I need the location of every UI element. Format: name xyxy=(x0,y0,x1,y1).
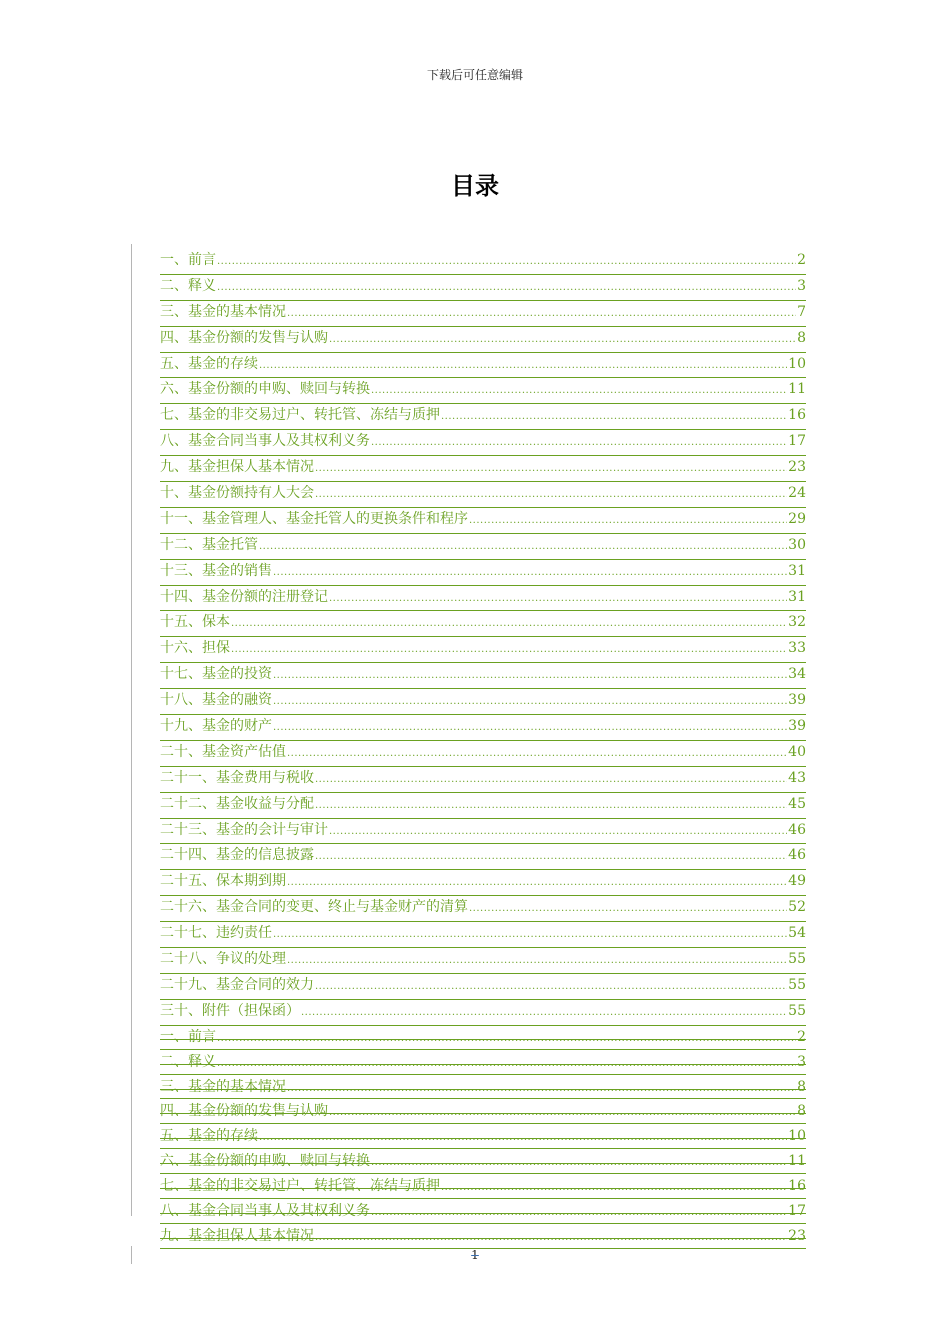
toc-entry[interactable] xyxy=(160,793,806,819)
toc-leader-dots xyxy=(217,277,796,299)
toc-entry[interactable] xyxy=(160,275,806,301)
toc-entry-deleted[interactable] xyxy=(160,1150,806,1175)
toc-leader-dots xyxy=(287,303,796,325)
toc-leader-dots xyxy=(371,1202,787,1224)
toc-leader-dots xyxy=(301,1002,787,1024)
toc-entry[interactable] xyxy=(160,482,806,508)
toc-entry-label: 八、基金合同当事人及其权利义务 xyxy=(160,1202,370,1219)
page-title: 目录 xyxy=(451,172,499,200)
toc-entry-label: 十五、保本 xyxy=(160,614,230,631)
toc-entry-page: 8 xyxy=(797,329,806,346)
toc-entry-page: 17 xyxy=(788,433,806,450)
toc-entry[interactable] xyxy=(160,560,806,586)
toc-entry[interactable] xyxy=(160,301,806,327)
toc-entry-page: 29 xyxy=(788,510,806,527)
toc-entry[interactable] xyxy=(160,586,806,612)
toc-entry-label: 十六、担保 xyxy=(160,640,230,657)
toc-leader-dots xyxy=(217,1028,796,1050)
toc-leader-dots xyxy=(469,510,787,532)
toc-entry-label: 一、前言 xyxy=(160,1028,216,1045)
toc-entry-label: 七、基金的非交易过户、转托管、冻结与质押 xyxy=(160,1178,440,1195)
toc-entry-label: 二十四、基金的信息披露 xyxy=(160,847,314,864)
toc-leader-dots xyxy=(273,924,787,946)
toc-entry-page: 39 xyxy=(788,718,806,735)
toc-entry-label: 三、基金的基本情况 xyxy=(160,303,286,320)
toc-entry-label: 四、基金份额的发售与认购 xyxy=(160,1103,328,1120)
toc-entry[interactable] xyxy=(160,844,806,870)
toc-entry-page: 2 xyxy=(797,1028,806,1045)
toc-entry-page: 8 xyxy=(797,1103,806,1120)
toc-entry-label: 三十、附件（担保函） xyxy=(160,1002,300,1019)
page-number: 1 xyxy=(471,1248,479,1262)
toc-entry-deleted[interactable] xyxy=(160,1026,806,1051)
toc-entry-deleted[interactable] xyxy=(160,1076,806,1101)
toc-leader-dots xyxy=(315,769,787,791)
toc-leader-dots xyxy=(231,613,787,635)
toc-entry-label: 十二、基金托管 xyxy=(160,536,258,553)
toc-entry-label: 六、基金份额的申购、赎回与转换 xyxy=(160,381,370,398)
toc-entry-page: 33 xyxy=(788,640,806,657)
toc-entry-label: 十、基金份额持有人大会 xyxy=(160,485,314,502)
toc-entry-page: 46 xyxy=(788,847,806,864)
toc-entry-label: 四、基金份额的发售与认购 xyxy=(160,329,328,346)
toc-entry-page: 16 xyxy=(788,1178,806,1195)
toc-entry[interactable] xyxy=(160,922,806,948)
toc-entry-label: 七、基金的非交易过户、转托管、冻结与质押 xyxy=(160,407,440,424)
toc-entry[interactable] xyxy=(160,327,806,353)
toc-entry[interactable] xyxy=(160,689,806,715)
header-note: 下载后可任意编辑 xyxy=(426,68,523,82)
toc-entry-label: 二、释义 xyxy=(160,277,216,294)
toc-leader-dots xyxy=(329,329,796,351)
table-of-contents xyxy=(160,249,806,1250)
toc-entry-page: 7 xyxy=(797,303,806,320)
toc-entry-label: 五、基金的存续 xyxy=(160,1128,258,1145)
toc-entry-label: 二十八、争议的处理 xyxy=(160,951,286,968)
toc-entry[interactable] xyxy=(160,870,806,896)
toc-entry-page: 45 xyxy=(788,795,806,812)
toc-entry[interactable] xyxy=(160,896,806,922)
toc-entry[interactable] xyxy=(160,948,806,974)
toc-leader-dots xyxy=(329,588,787,610)
toc-entry[interactable] xyxy=(160,534,806,560)
toc-entry-label: 六、基金份额的申购、赎回与转换 xyxy=(160,1153,370,1170)
toc-entry-page: 55 xyxy=(788,951,806,968)
toc-entry-page: 23 xyxy=(788,1227,806,1244)
toc-entry-page: 31 xyxy=(788,588,806,605)
toc-leader-dots xyxy=(259,355,787,377)
toc-entry[interactable] xyxy=(160,378,806,404)
toc-entry-label: 一、前言 xyxy=(160,252,216,268)
toc-entry[interactable] xyxy=(160,456,806,482)
toc-entry-page: 46 xyxy=(788,821,806,838)
toc-entry-page: 34 xyxy=(788,666,806,683)
toc-entry[interactable] xyxy=(160,819,806,845)
toc-entry-label: 八、基金合同当事人及其权利义务 xyxy=(160,433,370,450)
toc-entry-page: 2 xyxy=(797,252,806,268)
toc-entry-deleted[interactable] xyxy=(160,1051,806,1076)
toc-entry-deleted[interactable] xyxy=(160,1175,806,1200)
toc-entry-page: 39 xyxy=(788,692,806,709)
toc-entry-page: 11 xyxy=(788,1153,806,1170)
toc-entry-label: 九、基金担保人基本情况 xyxy=(160,1227,314,1244)
toc-leader-dots xyxy=(329,1102,796,1124)
toc-entry-deleted[interactable] xyxy=(160,1200,806,1225)
toc-leader-dots xyxy=(469,898,787,920)
toc-leader-dots xyxy=(217,251,796,273)
toc-entry-label: 三、基金的基本情况 xyxy=(160,1078,286,1095)
toc-entry[interactable] xyxy=(160,249,806,275)
toc-leader-dots xyxy=(231,639,787,661)
toc-entry-page: 40 xyxy=(788,743,806,760)
toc-entry-page: 23 xyxy=(788,459,806,476)
toc-entry-page: 52 xyxy=(788,899,806,916)
toc-entry-label: 二、释义 xyxy=(160,1053,216,1070)
toc-entry-deleted[interactable] xyxy=(160,1100,806,1125)
toc-entry[interactable] xyxy=(160,663,806,689)
toc-leader-dots xyxy=(441,406,787,428)
toc-entry[interactable] xyxy=(160,353,806,379)
toc-entry[interactable] xyxy=(160,508,806,534)
toc-entry[interactable] xyxy=(160,715,806,741)
toc-entry-page: 17 xyxy=(788,1202,806,1219)
toc-entry-label: 十九、基金的财产 xyxy=(160,718,272,735)
toc-entry-label: 二十七、违约责任 xyxy=(160,925,272,942)
toc-entry-label: 五、基金的存续 xyxy=(160,355,258,372)
toc-entry[interactable] xyxy=(160,430,806,456)
toc-leader-dots xyxy=(315,846,787,868)
toc-entry-label: 二十五、保本期到期 xyxy=(160,873,286,890)
toc-leader-dots xyxy=(259,536,787,558)
toc-leader-dots xyxy=(315,458,787,480)
toc-entry-page: 54 xyxy=(788,925,806,942)
toc-entry[interactable] xyxy=(160,741,806,767)
toc-entry-page: 31 xyxy=(788,562,806,579)
toc-entry-page: 49 xyxy=(788,873,806,890)
toc-leader-dots xyxy=(315,484,787,506)
toc-entry-page: 8 xyxy=(797,1078,806,1095)
toc-entry-page: 3 xyxy=(797,1053,806,1070)
toc-leader-dots xyxy=(273,562,787,584)
toc-leader-dots xyxy=(287,872,787,894)
toc-entry-page: 55 xyxy=(788,976,806,993)
toc-leader-dots xyxy=(287,743,787,765)
toc-entry[interactable] xyxy=(160,404,806,430)
toc-entry-deleted[interactable] xyxy=(160,1225,806,1250)
toc-leader-dots xyxy=(217,1053,796,1075)
toc-entry-page: 3 xyxy=(797,277,806,294)
toc-leader-dots xyxy=(287,950,787,972)
toc-entry[interactable] xyxy=(160,637,806,663)
toc-entry-label: 二十三、基金的会计与审计 xyxy=(160,821,328,838)
toc-leader-dots xyxy=(371,1152,787,1174)
toc-entry[interactable] xyxy=(160,767,806,793)
toc-entry-page: 30 xyxy=(788,536,806,553)
toc-entry-page: 43 xyxy=(788,769,806,786)
toc-entry-label: 十三、基金的销售 xyxy=(160,562,272,579)
toc-entry-page: 32 xyxy=(788,614,806,631)
toc-leader-dots xyxy=(315,976,787,998)
toc-entry-page: 10 xyxy=(788,355,806,372)
change-bar xyxy=(131,244,132,1216)
toc-entry[interactable] xyxy=(160,1000,806,1026)
toc-leader-dots xyxy=(371,380,787,402)
toc-entry[interactable] xyxy=(160,611,806,637)
toc-entry-label: 二十二、基金收益与分配 xyxy=(160,795,314,812)
toc-entry-page: 10 xyxy=(788,1128,806,1145)
toc-entry-page: 11 xyxy=(788,381,806,398)
toc-leader-dots xyxy=(273,665,787,687)
toc-leader-dots xyxy=(287,1078,796,1100)
toc-entry-label: 二十九、基金合同的效力 xyxy=(160,976,314,993)
toc-leader-dots xyxy=(273,717,787,739)
toc-leader-dots xyxy=(329,821,787,843)
toc-leader-dots xyxy=(259,1127,787,1149)
toc-leader-dots xyxy=(315,1227,787,1249)
toc-leader-dots xyxy=(315,795,787,817)
toc-entry-page: 24 xyxy=(788,485,806,502)
toc-entry[interactable] xyxy=(160,974,806,1000)
toc-leader-dots xyxy=(441,1177,787,1199)
toc-leader-dots xyxy=(371,432,787,454)
toc-entry-deleted[interactable] xyxy=(160,1125,806,1150)
toc-entry-label: 二十、基金资产估值 xyxy=(160,743,286,760)
toc-entry-label: 十七、基金的投资 xyxy=(160,666,272,683)
toc-leader-dots xyxy=(273,691,787,713)
toc-entry-label: 九、基金担保人基本情况 xyxy=(160,459,314,476)
toc-entry-label: 二十一、基金费用与税收 xyxy=(160,769,314,786)
toc-entry-label: 十八、基金的融资 xyxy=(160,692,272,709)
toc-entry-page: 55 xyxy=(788,1002,806,1019)
toc-entry-label: 二十六、基金合同的变更、终止与基金财产的清算 xyxy=(160,899,468,916)
toc-entry-label: 十四、基金份额的注册登记 xyxy=(160,588,328,605)
toc-entry-page: 16 xyxy=(788,407,806,424)
toc-entry-label: 十一、基金管理人、基金托管人的更换条件和程序 xyxy=(160,510,468,527)
